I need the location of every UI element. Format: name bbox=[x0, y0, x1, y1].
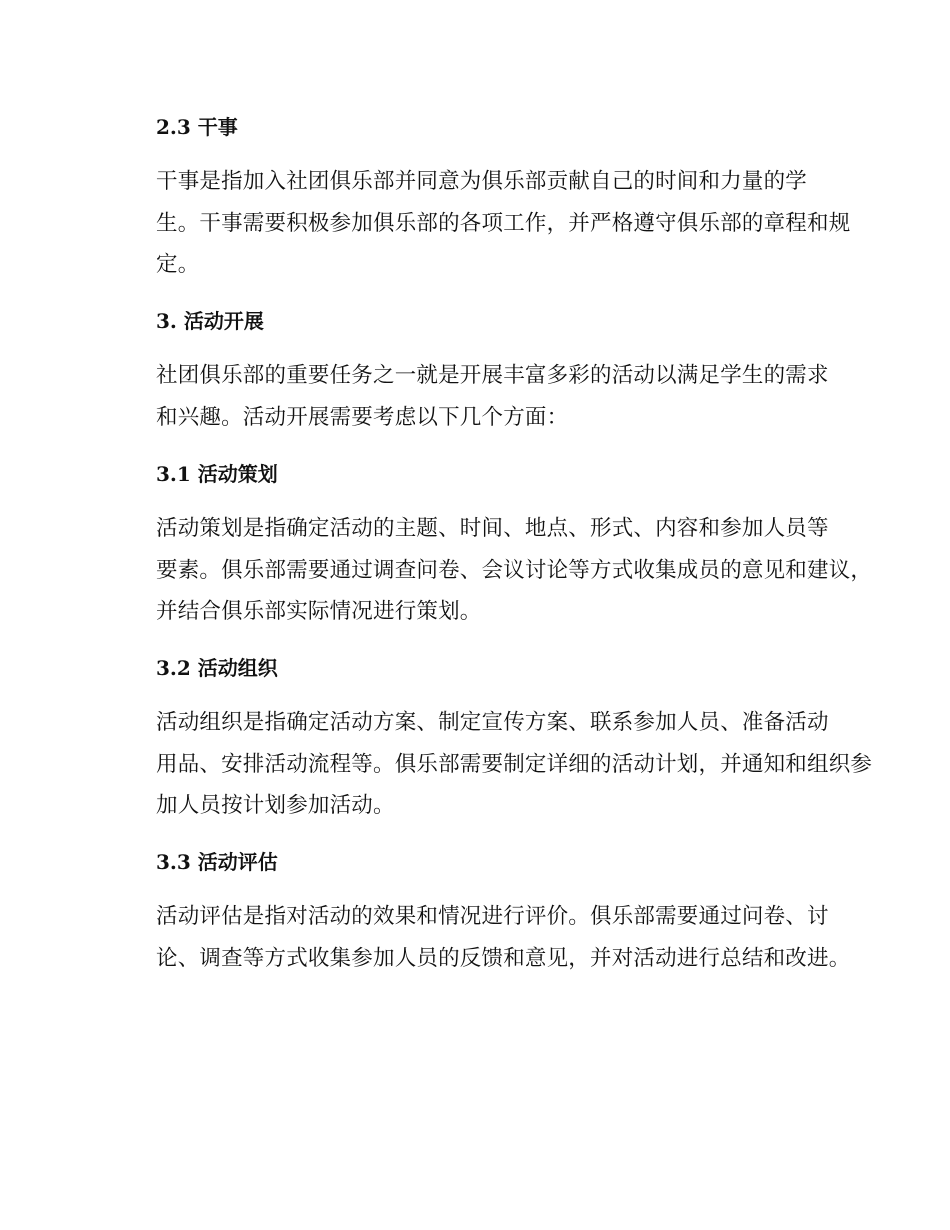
paragraph-2-3 bbox=[112, 161, 851, 286]
paragraph-line: 活动组织是指确定活动方案、制定宣传方案、联系参加人员、准备活动 bbox=[156, 710, 829, 735]
paragraph-3-3 bbox=[112, 896, 851, 979]
paragraph-3-2 bbox=[112, 702, 873, 827]
paragraph-3 bbox=[112, 355, 837, 438]
paragraph-line: 论、调查等方式收集参加人员的反馈和意见，并对活动进行总结和改进。 bbox=[156, 945, 851, 971]
paragraph-3-1 bbox=[112, 508, 873, 633]
paragraph-line: 要素。俱乐部需要通过调查问卷、会议讨论等方式收集成员的意见和建议， bbox=[156, 557, 873, 583]
paragraph-line: 用品、安排活动流程等。俱乐部需要制定详细的活动计划，并通知和组织参 bbox=[156, 751, 873, 777]
paragraph-line: 干事是指加入社团俱乐部并同意为俱乐部贡献自己的时间和力量的学 bbox=[156, 169, 808, 194]
section-heading-3-1: 3.1 活动策划 bbox=[156, 462, 278, 486]
paragraph-line: 和兴趣。活动开展需要考虑以下几个方面： bbox=[156, 404, 569, 430]
section-heading-3: 3. 活动开展 bbox=[156, 309, 264, 333]
paragraph-line: 社团俱乐部的重要任务之一就是开展丰富多彩的活动以满足学生的需求 bbox=[156, 363, 829, 388]
paragraph-line: 加人员按计划参加活动。 bbox=[156, 793, 395, 818]
section-heading-2-3: 2.3 干事 bbox=[156, 115, 238, 139]
section-heading-3-2: 3.2 活动组织 bbox=[156, 656, 278, 680]
paragraph-line: 生。干事需要积极参加俱乐部的各项工作，并严格遵守俱乐部的章程和规 bbox=[156, 210, 851, 236]
paragraph-line: 定。 bbox=[156, 252, 200, 277]
paragraph-line: 活动策划是指确定活动的主题、时间、地点、形式、内容和参加人员等 bbox=[156, 516, 829, 541]
paragraph-line: 活动评估是指对活动的效果和情况进行评价。俱乐部需要通过问卷、讨 bbox=[156, 904, 829, 929]
section-heading-3-3: 3.3 活动评估 bbox=[156, 850, 278, 874]
paragraph-line: 并结合俱乐部实际情况进行策划。 bbox=[156, 599, 482, 624]
